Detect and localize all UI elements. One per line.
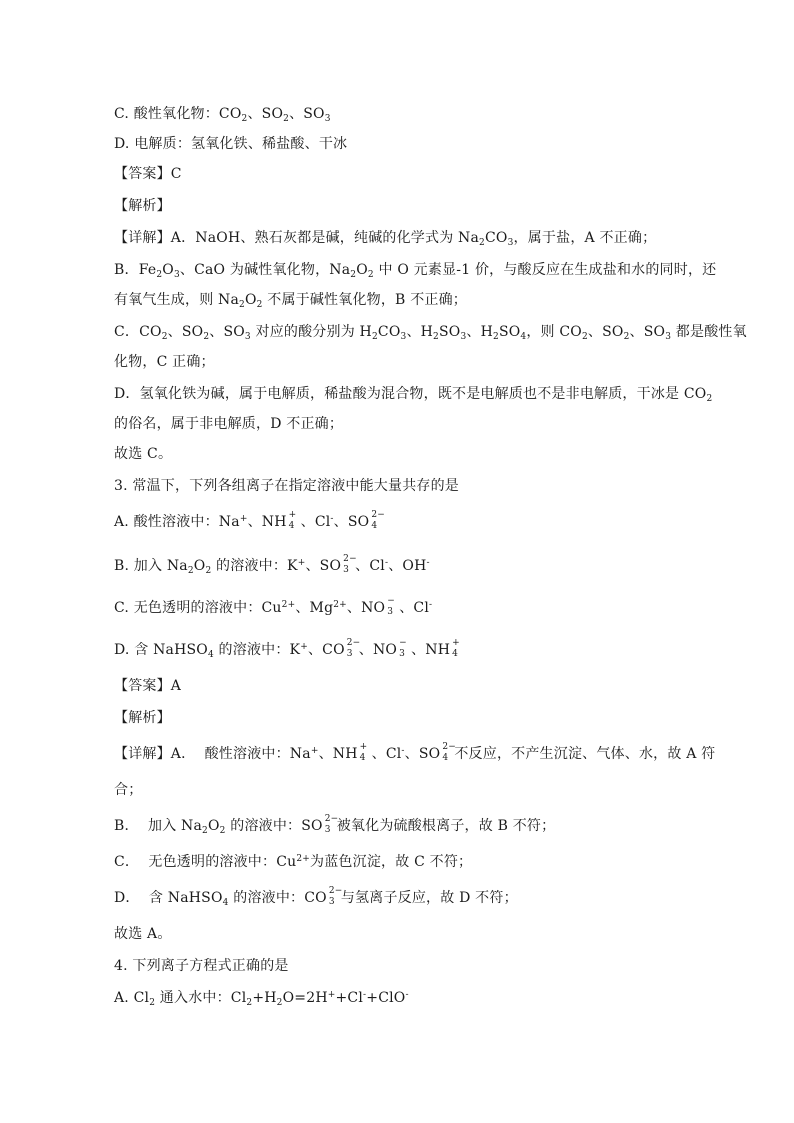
subscript: 2	[367, 270, 374, 280]
text-run: O	[244, 292, 257, 308]
text-run: 的溶液中：K	[211, 558, 298, 574]
ion-subscript: 4	[359, 753, 366, 763]
ion-charge: −	[387, 596, 395, 606]
subscript: 2	[706, 394, 713, 404]
ion-charge-stack	[370, 510, 386, 531]
subscript: 2	[581, 332, 588, 342]
text-run: 中 O 元素显-1 价，与酸反应在生成盐和水的同时，还	[373, 262, 717, 278]
superscript: 2+	[296, 854, 311, 864]
text-run: A. 酸性溶液中：Na	[114, 514, 240, 530]
subscript: 2	[371, 332, 378, 342]
subscript: 2	[479, 238, 485, 248]
ion-charge: +	[288, 510, 297, 520]
text-run: 对应的酸分别为 H	[250, 324, 372, 340]
ion-subscript: 3	[387, 607, 394, 617]
text-run: 、Mg	[295, 600, 334, 616]
text-run: 、SO	[305, 558, 342, 574]
ion-subscript: 4	[288, 521, 295, 531]
subscript: 3	[173, 270, 180, 280]
superscript: -	[384, 558, 389, 568]
subscript: 2	[246, 998, 253, 1008]
text-run: 不属于碱性氧化物，B 不正确；	[262, 292, 467, 308]
ion-charge: 2−	[371, 510, 386, 520]
subscript: 2	[203, 332, 210, 342]
ion-charge-stack	[328, 886, 343, 907]
text-run: O=2H	[282, 990, 328, 1006]
text-run: 【解析】	[114, 710, 171, 726]
text-run: 、NO	[358, 642, 398, 658]
ion-charge-stack	[398, 638, 410, 659]
text-run: CO	[377, 324, 401, 340]
text-run: +ClO	[366, 990, 406, 1006]
subscript: 2	[161, 332, 168, 342]
text-run: 合；	[114, 782, 143, 798]
superscript: 2+	[333, 600, 347, 610]
text-run: O	[207, 818, 220, 834]
text-run: 【详解】A． 酸性溶液中：Na	[114, 746, 311, 762]
text-run: 被氧化为硫酸根离子，故 B 不符；	[336, 818, 556, 834]
subscript: 2	[283, 114, 290, 124]
text-run: 的溶液中：K	[213, 642, 301, 658]
text-run: ，属于盐，A 不正确；	[513, 230, 657, 246]
ion-charge: 2−	[442, 742, 457, 752]
text-run: 、SO	[333, 514, 370, 530]
text-line-l27	[114, 988, 689, 1008]
text-run: D． 含 NaHSO	[114, 890, 223, 906]
text-run: C. 酸性氧化物：CO	[114, 106, 242, 122]
text-run: 化物，C 正确；	[114, 354, 215, 370]
text-run: A. Cl	[114, 990, 150, 1006]
ion-subscript: 4	[442, 753, 449, 763]
text-run: 通入水中：Cl	[155, 990, 247, 1006]
text-line-l12	[114, 444, 689, 464]
text-run: 、NO	[346, 600, 386, 616]
text-run: 、SO	[247, 106, 284, 122]
text-run: 与氢离子反应，故 D 不符；	[340, 890, 518, 906]
ion-charge: 2−	[324, 814, 339, 824]
text-line-l9	[114, 352, 689, 372]
text-run: 、SO	[629, 324, 666, 340]
text-line-l8	[114, 322, 747, 342]
text-line-l15	[114, 556, 689, 576]
text-line-l1	[114, 104, 689, 124]
text-line-l13	[114, 476, 689, 496]
ion-charge: −	[399, 638, 407, 648]
text-run: 、CO	[307, 642, 345, 658]
text-run: 、H	[406, 324, 434, 340]
subscript: 4	[222, 898, 229, 908]
ion-charge-stack	[346, 638, 361, 659]
text-run: 有氧气生成，则 Na	[114, 292, 240, 308]
text-run: 、OH	[388, 558, 427, 574]
subscript: 2	[239, 300, 245, 310]
ion-charge-stack	[386, 596, 398, 617]
text-run: 、NH	[247, 514, 287, 530]
text-run: 、SO	[167, 324, 204, 340]
text-run: +Cl	[335, 990, 364, 1006]
text-run: D. 含 NaHSO	[114, 642, 208, 658]
ion-subscript: 3	[324, 825, 331, 835]
text-run: 4. 下列离子方程式正确的是	[114, 958, 289, 974]
text-line-l22	[114, 816, 689, 836]
ion-charge-stack	[359, 742, 371, 763]
text-run: 的俗名，属于非电解质，D 不正确；	[114, 416, 344, 432]
text-run: 都是酸性氧	[671, 324, 747, 340]
text-line-l11	[114, 414, 689, 434]
text-line-l3	[114, 164, 689, 184]
subscript: 3	[665, 332, 672, 342]
text-run: 【详解】A．NaOH、熟石灰都是碱，纯碱的化学式为 Na	[114, 230, 480, 246]
superscript: -	[405, 990, 409, 1000]
text-run: 【解析】	[114, 198, 171, 214]
text-run: 、H	[466, 324, 493, 340]
text-line-l24	[114, 888, 689, 908]
text-run: O	[193, 558, 206, 574]
text-run: 、Cl	[300, 514, 331, 530]
subscript: 3	[460, 332, 467, 342]
text-line-l17	[114, 640, 689, 660]
ion-charge-stack	[441, 742, 457, 763]
superscript: +	[300, 642, 308, 652]
text-run: 、Cl	[399, 600, 430, 616]
text-run: C．CO	[114, 324, 162, 340]
text-run: 3. 常温下，下列各组离子在指定溶液中能大量共存的是	[114, 478, 460, 494]
subscript: 2	[350, 270, 357, 280]
ion-subscript: 3	[399, 649, 406, 659]
superscript: +	[327, 990, 336, 1000]
text-line-l18	[114, 676, 689, 696]
subscript: 2	[493, 332, 499, 342]
text-run: B．Fe	[114, 262, 157, 278]
subscript: 2	[187, 566, 194, 576]
ion-charge-stack	[451, 638, 463, 659]
text-run: CO	[484, 230, 508, 246]
ion-subscript: 3	[343, 565, 350, 575]
text-run: 、SO	[587, 324, 624, 340]
superscript: -	[426, 558, 430, 568]
text-run: ，则 CO	[526, 324, 582, 340]
text-run: 、SO	[209, 324, 245, 340]
superscript: +	[297, 558, 306, 568]
text-run: 、NH	[411, 642, 451, 658]
text-run: 的溶液中：CO	[228, 890, 327, 906]
superscript: -	[429, 600, 433, 610]
text-run: 、SO	[404, 746, 441, 762]
ion-charge-stack	[288, 510, 300, 531]
ion-charge-stack	[324, 814, 339, 835]
text-run: +H	[252, 990, 277, 1006]
text-line-l7	[114, 290, 689, 310]
text-run: D. 电解质：氢氧化铁、稀盐酸、干冰	[114, 136, 348, 152]
subscript: 2	[149, 998, 156, 1008]
text-line-l2	[114, 134, 689, 154]
subscript: 2	[256, 300, 263, 310]
subscript: 3	[244, 332, 251, 342]
text-line-l10	[114, 384, 713, 404]
text-run: 、SO	[289, 106, 325, 122]
subscript: 2	[276, 998, 283, 1008]
ion-charge: 2−	[343, 554, 357, 564]
subscript: 2	[241, 114, 248, 124]
superscript: -	[363, 990, 367, 1000]
text-run: C． 无色透明的溶液中：Cu	[114, 854, 297, 870]
text-run: C. 无色透明的溶液中：Cu	[114, 600, 282, 616]
ion-subscript: 4	[371, 521, 378, 531]
subscript: 2	[433, 332, 439, 342]
text-line-l21	[114, 780, 689, 800]
text-line-l4	[114, 196, 689, 216]
subscript: 2	[156, 270, 163, 280]
text-run: 【答案】A	[114, 678, 182, 694]
text-line-l20	[114, 742, 716, 764]
text-run: 、CaO 为碱性氧化物，Na	[179, 262, 351, 278]
text-run: 、NH	[318, 746, 358, 762]
text-run: O	[162, 262, 174, 278]
subscript: 2	[219, 826, 226, 836]
text-line-l25	[114, 924, 689, 944]
text-run: 的溶液中：SO	[225, 818, 323, 834]
text-run: SO	[498, 324, 521, 340]
text-run: O	[356, 262, 368, 278]
text-run: D．氢氧化铁为碱，属于电解质，稀盐酸为混合物，既不是电解质也不是非电解质，干冰是 CO	[114, 386, 707, 402]
ion-charge-stack	[342, 554, 357, 575]
ion-subscript: 3	[346, 649, 353, 659]
text-line-l14	[114, 512, 689, 532]
text-line-l23	[114, 852, 689, 872]
text-line-l6	[114, 260, 717, 280]
ion-subscript: 3	[328, 897, 335, 907]
subscript: 2	[202, 826, 208, 836]
ion-charge: 2−	[346, 638, 361, 648]
text-run: 不反应，不产生沉淀、气体、水，故 A 符	[454, 746, 716, 762]
superscript: +	[239, 514, 248, 524]
subscript: 3	[507, 238, 514, 248]
superscript: -	[401, 746, 405, 756]
ion-charge: 2−	[328, 886, 343, 896]
subscript: 4	[520, 332, 527, 342]
subscript: 2	[623, 332, 630, 342]
text-run: 、Cl	[355, 558, 385, 574]
text-run: 、Cl	[371, 746, 402, 762]
subscript: 2	[205, 566, 212, 576]
text-line-l5	[114, 228, 689, 248]
text-run: B． 加入 Na	[114, 818, 203, 834]
ion-subscript: 4	[452, 649, 459, 659]
text-run: 【答案】C	[114, 166, 182, 182]
subscript: 3	[324, 114, 331, 124]
superscript: -	[330, 514, 334, 524]
ion-charge: +	[452, 638, 460, 648]
text-run: 为蓝色沉淀，故 C 不符；	[310, 854, 473, 870]
text-run: B. 加入 Na	[114, 558, 188, 574]
text-run: SO	[438, 324, 461, 340]
superscript: +	[310, 746, 319, 756]
superscript: 2+	[281, 600, 296, 610]
text-run: 故选 C。	[114, 446, 173, 462]
text-line-l19	[114, 708, 689, 728]
subscript: 3	[400, 332, 407, 342]
text-line-l26	[114, 956, 689, 976]
text-run: 故选 A。	[114, 926, 172, 942]
ion-charge: +	[359, 742, 368, 752]
text-line-l16	[114, 598, 689, 618]
subscript: 4	[207, 650, 214, 660]
